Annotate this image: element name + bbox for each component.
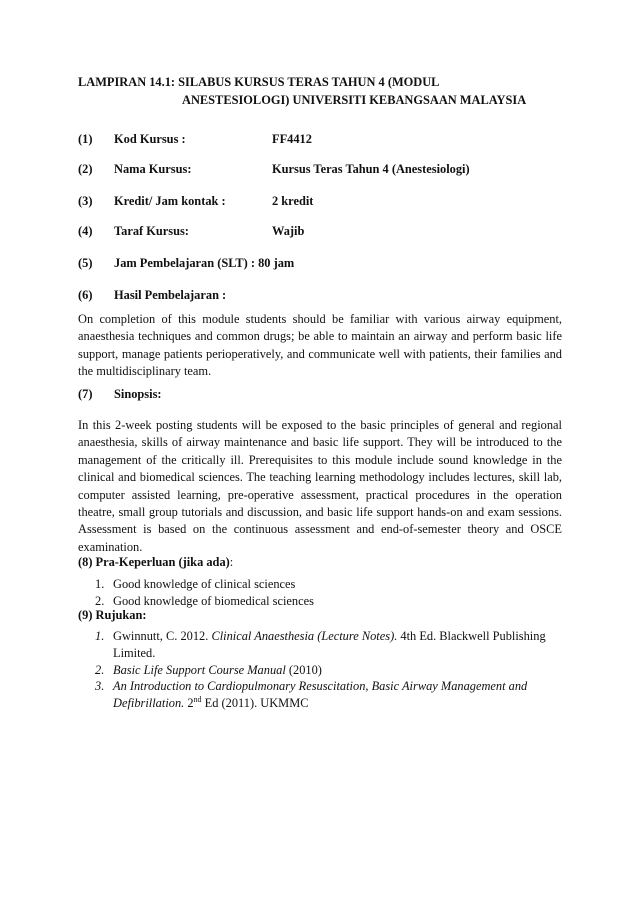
- field-value: FF4412: [272, 132, 312, 146]
- field-label: Jam Pembelajaran (SLT) : 80 jam: [114, 256, 295, 270]
- references-heading: (9) Rujukan:: [78, 608, 147, 622]
- synopsis-label: Sinopsis:: [114, 387, 162, 401]
- field-number: (3): [78, 194, 93, 208]
- field-number: (6): [78, 288, 93, 302]
- reference-number: 3.: [95, 679, 105, 694]
- prerequisite-heading: [78, 555, 233, 570]
- field-number: (2): [78, 162, 93, 176]
- reference-number: 2.: [95, 662, 105, 677]
- field-label: Kod Kursus :: [114, 132, 186, 146]
- list-item-text: Good knowledge of clinical sciences: [113, 577, 296, 591]
- reference-number: 1.: [95, 629, 105, 643]
- field-label: Taraf Kursus:: [114, 224, 189, 238]
- field-label: Hasil Pembelajaran :: [114, 288, 227, 302]
- list-item-number: 1.: [95, 577, 105, 591]
- prerequisite-heading-colon: :: [229, 555, 234, 569]
- list-item-text: Good knowledge of biomedical sciences: [113, 593, 314, 608]
- reference-text: Basic Life Support Course Manual (2010): [113, 662, 322, 677]
- learning-outcome-paragraph: [78, 311, 562, 381]
- list-item-number: 2.: [95, 593, 105, 608]
- synopsis-text: In this 2-week posting students will be exposed to the basic principles of general and regional anaesthesia, skills of airway maintenance and basic life support. They will be introduced to the management of the critically ill. Prerequisites to this module include sound knowledge in the clinical and biomedical sciences. The teaching learning methodology includes lectures, skill lab, computer assisted learning, pre-operative assessment, practical procedures in the operation theatre, small group tutorials and discussion, and basic life support hands-on and exam sessions. Assessment is based on the continuous assessment and end-of-semester theory and OSCE examination.: [78, 418, 562, 554]
- document-title-line1: LAMPIRAN 14.1: SILABUS KURSUS TERAS TAHUN 4 (MODUL: [78, 75, 440, 89]
- field-value: 2 kredit: [272, 194, 314, 208]
- reference-item: [95, 662, 555, 679]
- prerequisite-heading-text: (8) Pra-Keperluan (jika ada): [78, 555, 230, 569]
- list-item: [95, 576, 314, 593]
- field-label: Nama Kursus:: [114, 162, 192, 176]
- document-title-line2: ANESTESIOLOGI) UNIVERSITI KEBANGSAAN MALAYSIA: [182, 93, 527, 107]
- field-value: Kursus Teras Tahun 4 (Anestesiologi): [272, 162, 470, 176]
- field-number: (1): [78, 132, 93, 146]
- synopsis-paragraph: [78, 417, 562, 556]
- reference-item: [95, 628, 555, 662]
- learning-outcome-text: On completion of this module students should be familiar with various airway equipment, anaesthesia techniques and common drugs; be able to maintain an airway and perform basic life support, manage patients perioperatively, and communicate well with patients, their families and the multidisciplinary team.: [78, 312, 562, 379]
- reference-item: [95, 678, 555, 712]
- synopsis-number: (7): [78, 387, 93, 401]
- prerequisite-list: [95, 576, 314, 610]
- field-number: (4): [78, 224, 93, 238]
- reference-text: An Introduction to Cardiopulmonary Resuscitation, Basic Airway Management and Defibrillation. 2nd Ed (2011). UKMMC: [113, 679, 528, 711]
- field-number: (5): [78, 256, 93, 270]
- field-value: Wajib: [272, 224, 305, 238]
- reference-text: Gwinnutt, C. 2012. Clinical Anaesthesia (Lecture Notes). 4th Ed. Blackwell Publishing Limited.: [113, 629, 546, 660]
- field-label: Kredit/ Jam kontak :: [114, 194, 226, 208]
- references-list: [95, 628, 555, 712]
